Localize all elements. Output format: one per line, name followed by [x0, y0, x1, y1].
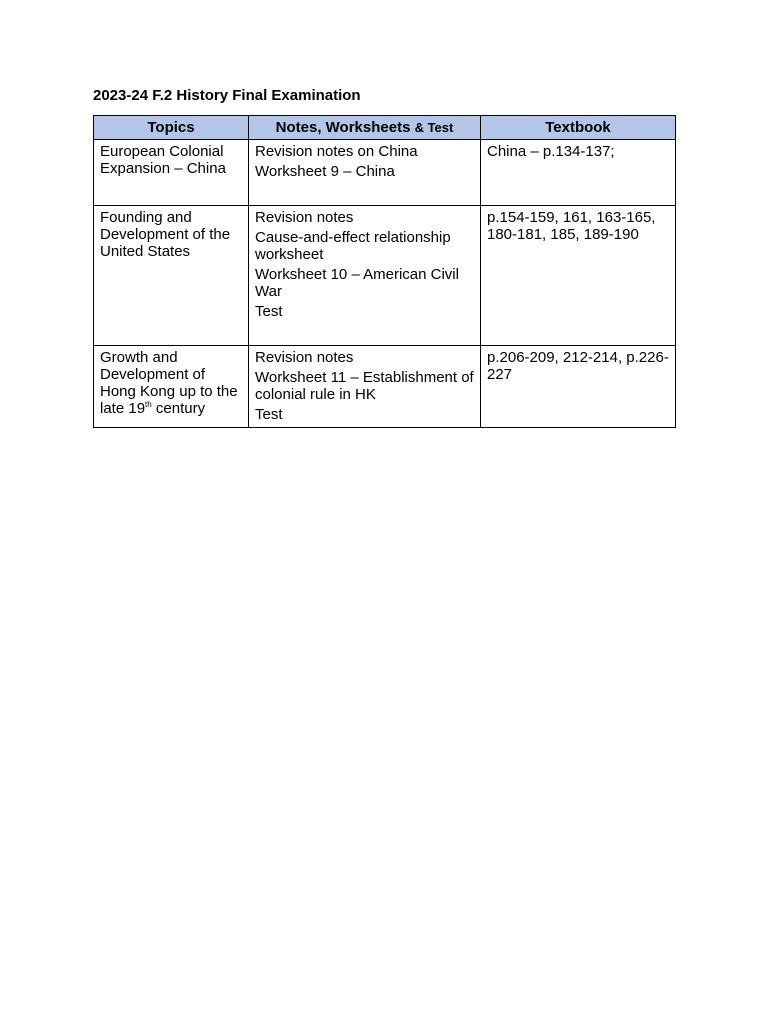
- table-header-row: [94, 116, 676, 140]
- note-item: Revision notes: [255, 349, 354, 366]
- revision-table: [93, 115, 676, 428]
- textbook-cell: China – p.134-137;: [481, 140, 676, 206]
- note-item: Test: [255, 406, 283, 423]
- header-notes: [249, 116, 481, 140]
- topic-text-end: century: [151, 400, 206, 417]
- notes-cell: [249, 140, 481, 206]
- note-item: Worksheet 9 – China: [255, 163, 395, 180]
- header-topics: Topics: [94, 116, 249, 140]
- header-notes-main: Notes, Worksheets: [275, 119, 415, 136]
- note-item: Revision notes: [255, 209, 354, 226]
- notes-cell: [249, 206, 481, 346]
- textbook-cell: p.206-209, 212-214, p.226-227: [481, 346, 676, 428]
- header-notes-test: & Test: [414, 120, 454, 135]
- table-row: [94, 140, 676, 206]
- note-item: Revision notes on China: [255, 143, 418, 160]
- header-textbook: Textbook: [481, 116, 676, 140]
- note-item: Worksheet 11 – Establishment of colonial rule in HK: [255, 369, 474, 403]
- notes-cell: [249, 346, 481, 428]
- textbook-cell: p.154-159, 161, 163-165, 180-181, 185, 189-190: [481, 206, 676, 346]
- topic-cell: [94, 346, 249, 428]
- table-row: [94, 206, 676, 346]
- ordinal-suffix: th: [145, 400, 152, 409]
- note-item: Worksheet 10 – American Civil War: [255, 266, 459, 300]
- table-row: [94, 346, 676, 428]
- topic-text: Growth and Development of Hong Kong up to the late 19: [100, 349, 238, 417]
- topic-cell: European Colonial Expansion – China: [94, 140, 249, 206]
- note-item: Cause-and-effect relationship worksheet: [255, 229, 451, 263]
- document-title: 2023-24 F.2 History Final Examination: [93, 87, 361, 104]
- note-item: Test: [255, 303, 283, 320]
- topic-cell: Founding and Development of the United States: [94, 206, 249, 346]
